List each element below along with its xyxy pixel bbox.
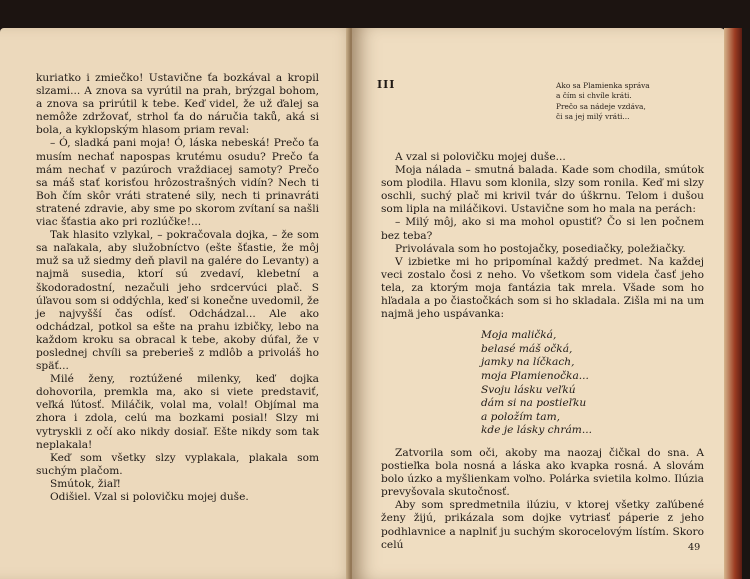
right-paragraph: Privolávala som ho postojačky, posediačky, poležiačky. xyxy=(395,242,686,255)
poem-line: Moja maličká, xyxy=(481,329,557,342)
right-page-text xyxy=(381,151,704,552)
right-page xyxy=(352,28,726,579)
right-paragraph: – Milý môj, ako si ma mohol opustiť? Čo si len počnem bez teba? xyxy=(381,216,704,242)
book-cover-edge xyxy=(724,28,742,579)
motto-line: a čím si chvíle kráti. xyxy=(556,91,632,101)
chapter-number: III xyxy=(377,78,396,91)
right-paragraph: Aby som spredmetnila ilúziu, v ktorej všetky zaľúbené ženy žijú, prikázala som dojke vytriasť páperie z jeho podhlavnice a naplniť ju suchým skorocelovým lístím. Skoro celú xyxy=(381,499,704,551)
right-paragraph: V izbietke mi ho pripomínal každý predmet. Na každej veci zostalo čosi z neho. Vo všetkom som videla časť jeho tela, za ktorým moja fantázia tak mrela. Všade som ho hľadala a po čiastočkách som si ho skladala. Zišla mi na um najmä jeho uspávanka: xyxy=(381,255,704,321)
motto-line: či sa jej milý vráti... xyxy=(556,112,630,122)
left-page xyxy=(0,28,358,579)
page-number: 49 xyxy=(688,542,701,553)
left-page-text xyxy=(36,72,319,504)
left-paragraph: Milé ženy, roztúžené milenky, keď dojka dohovorila, premkla ma, ako si viete predstaviť, veľká ľútosť. Miláčik, volal ma, volal! Objímal ma zhora i zdola, celú ma bozkami posial! Slzy mi vytryskli z očí ako nikdy dosiaľ. Ešte nikdy som tak neplakala! xyxy=(36,373,319,451)
poem-line: jamky na líčkach, xyxy=(481,356,575,369)
poem-line: a položím tam, xyxy=(481,410,560,423)
poem-line: dám si na postieľku xyxy=(481,397,587,410)
poem-line: belasé máš očká, xyxy=(481,342,573,355)
scan-border xyxy=(742,28,750,579)
left-paragraph: Odišiel. Vzal si polovičku mojej duše. xyxy=(50,491,249,503)
lullaby-poem xyxy=(481,329,704,438)
left-paragraph: kuriatko i zmiečko! Ustavične ťa bozkával a kropil slzami... A znova sa vyrútil na prah, brýzgal bohom, a znova sa prirútil k tebe. Keď videl, že už ďalej sa nemôže zdržovať, strhol ťa do náručia taků, aká si bola, a kyklopským hlasom priam reval: xyxy=(36,72,319,137)
left-paragraph: Keď som všetky slzy vyplakala, plakala som suchým plačom. xyxy=(36,451,319,477)
scan-background xyxy=(0,0,750,30)
motto-line: Prečo sa nádeje vzdáva, xyxy=(556,101,646,111)
right-paragraph: A vzal si polovičku mojej duše... xyxy=(395,151,566,163)
left-paragraph: Tak hlasito vzlykal, – pokračovala dojka, – že som sa naľakala, aby služobníctvo (ešte šťastie, že môj muž sa už siedmy deň plavil na galére do Levanty) a najmä susedia, ktorí sú zvedaví, klebetní a škodoradostní, nezačuli jeho srdcervúci plač. S úľavou som si oddýchla, keď si konečne uvedomil, že je najvyšší čas odísť. Odchádzal... Ale ako odchádzal, potkol sa ešte na prahu izbičky, lebo na každom kroku sa obracal k tebe, akoby dúfal, že v poslednej chvíli sa preberieš z mdlôb a privoláš ho späť... xyxy=(36,229,319,373)
left-paragraph: – Ó, sladká pani moja! Ó, láska nebeská! Prečo ťa musím nechať napospas krutému osudu? Prečo ťa mám nechať v pazúroch vraždiacej samoty? Prečo sa máš stať korisťou hrôzostrašných vidín? Nech ti Boh čím skôr vráti stratené sily, nech ti prinavráti stratené zdravie, aby sme po skorom zvítaní sa našli viac šťastia ako pri rozlúčke!... xyxy=(36,137,319,229)
left-paragraph: Smútok, žiaľ! xyxy=(50,477,121,490)
chapter-motto xyxy=(556,81,691,123)
right-paragraph: Moja nálada – smutná balada. Kade som chodila, smútok som plodila. Hlavu som klonila, slzy som ronila. Keď mi slzy oschli, suchý plač mi krivil tvár do úškrnu. Telom i dušou som lipla na miláčikovi. Ustavične som ho mala na perách: xyxy=(381,164,704,216)
poem-line: kde je lásky chrám... xyxy=(481,424,592,437)
motto-line: Ako sa Plamienka správa xyxy=(556,81,650,90)
right-paragraph: Zatvorila som oči, akoby ma naozaj čičkal do sna. A postieľka bola nosná a láska ako kvapka rosná. A slovám bolo úzko a myšlienkam voľno. Polárka svietila kolmo. Ilúzia prevyšovala skutočnosť. xyxy=(381,446,704,499)
poem-line: Svoju lásku veľkú xyxy=(481,383,576,396)
poem-line: moja Plamienočka... xyxy=(481,370,589,382)
